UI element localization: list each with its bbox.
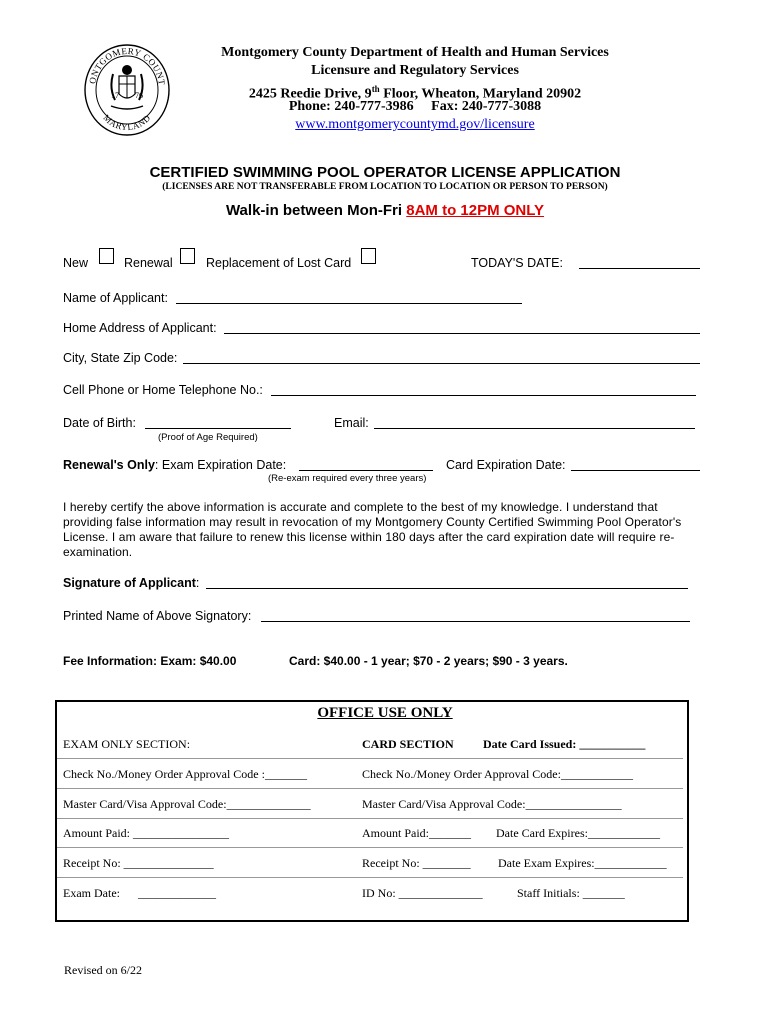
- agency-name: Montgomery County Department of Health and Human Services: [221, 45, 609, 60]
- home-address-label: Home Address of Applicant:: [63, 321, 217, 335]
- office-divider: [57, 758, 683, 759]
- office-divider: [57, 818, 683, 819]
- certification-text: I hereby certify the above information is accurate and complete to the best of my knowledge. I understand that providing false information may result in revocation of my Montgomery County Certified Swimming Pool Operator's License. I am aware that failure to renew this license within 180 days after the card expiration date will require re-examination.: [63, 500, 682, 559]
- form-subtitle: (LICENSES ARE NOT TRANSFERABLE FROM LOCATION TO LOCATION OR PERSON TO PERSON): [162, 182, 608, 192]
- walkin-hours: Walk-in between Mon-Fri 8AM to 12PM ONLY: [225, 202, 545, 219]
- agency-address: 2425 Reedie Drive, 9th Floor, Wheaton, Maryland 20902: [248, 84, 582, 102]
- exam-expiration-field[interactable]: [299, 459, 433, 471]
- printed-name-field[interactable]: [261, 610, 690, 622]
- renewal-label: Renewal: [124, 256, 173, 270]
- card-receipt-no-field[interactable]: Receipt No: ________: [362, 856, 471, 870]
- exam-visa-approval-field[interactable]: Master Card/Visa Approval Code:______________: [63, 797, 311, 811]
- card-amount-paid-field[interactable]: Amount Paid:_______: [362, 826, 472, 840]
- phone-field[interactable]: [271, 384, 696, 396]
- agency-phone-fax: Phone: 240-777-3986 Fax: 240-777-3088: [288, 99, 542, 114]
- form-title: CERTIFIED SWIMMING POOL OPERATOR LICENSE APPLICATION: [149, 164, 621, 181]
- office-divider: [57, 788, 683, 789]
- card-check-approval-field[interactable]: Check No./Money Order Approval Code:____________: [362, 767, 633, 781]
- fee-exam: Fee Information: Exam: $40.00: [63, 654, 237, 668]
- exam-date-field[interactable]: Exam Date: _____________: [63, 886, 216, 900]
- county-seal-logo: [83, 40, 171, 136]
- fee-card: Card: $40.00 - 1 year; $70 - 2 years; $90 - 3 years.: [289, 654, 568, 668]
- svg-text:MONTGOMERY COUNTY: [83, 40, 167, 86]
- website-link[interactable]: www.montgomerycountymd.gov/licensure: [295, 117, 535, 132]
- name-label: Name of Applicant:: [63, 291, 168, 305]
- card-expiration-label: Card Expiration Date:: [446, 458, 566, 472]
- signature-label: Signature of Applicant: [63, 576, 196, 590]
- todays-date-label: TODAY'S DATE:: [471, 256, 563, 270]
- email-label: Email:: [334, 416, 369, 430]
- seal-top-text: ONTGOMERY COUNT: [87, 45, 167, 87]
- name-field[interactable]: [176, 292, 522, 304]
- city-state-zip-label: City, State Zip Code:: [63, 351, 178, 365]
- todays-date-field[interactable]: [579, 257, 700, 269]
- seal-year-right: 76: [135, 91, 143, 100]
- exam-receipt-no-field[interactable]: Receipt No: _______________: [63, 856, 214, 870]
- office-divider: [57, 847, 683, 848]
- city-state-zip-field[interactable]: [183, 352, 700, 364]
- date-card-issued-row: [483, 737, 645, 752]
- revision-note: Revised on 6/22: [64, 963, 142, 977]
- replacement-label: Replacement of Lost Card: [206, 256, 352, 270]
- date-card-expires-field[interactable]: Date Card Expires:____________: [496, 826, 660, 840]
- division-name: Licensure and Regulatory Services: [311, 63, 519, 78]
- signature-field[interactable]: [206, 577, 688, 589]
- dob-field[interactable]: [145, 417, 291, 429]
- card-section-heading: CARD SECTION: [362, 737, 454, 751]
- home-address-field[interactable]: [224, 322, 700, 334]
- new-checkbox[interactable]: [99, 248, 114, 264]
- date-exam-expires-field[interactable]: Date Exam Expires:____________: [498, 856, 667, 870]
- office-use-title: OFFICE USE ONLY: [317, 705, 453, 721]
- seal-year-left: 17: [111, 91, 119, 100]
- date-card-issued-label: Date Card Issued:: [483, 737, 577, 751]
- renewal-checkbox[interactable]: [180, 248, 195, 264]
- dob-note: (Proof of Age Required): [158, 432, 258, 443]
- exam-expiration-label: : Exam Expiration Date:: [154, 458, 287, 472]
- dob-label: Date of Birth:: [63, 416, 136, 430]
- printed-name-label: Printed Name of Above Signatory:: [63, 609, 252, 623]
- exam-only-section-heading: EXAM ONLY SECTION:: [63, 737, 191, 751]
- seal-bottom-text: MARYLAND: [101, 112, 153, 133]
- svg-text:MARYLAND: [101, 113, 152, 133]
- exam-amount-paid-field[interactable]: Amount Paid: ________________: [63, 826, 230, 840]
- renewal-only-row: [63, 458, 286, 472]
- card-visa-approval-field[interactable]: Master Card/Visa Approval Code:________________: [362, 797, 622, 811]
- office-divider: [57, 877, 683, 878]
- signature-row: Signature of Applicant:: [63, 576, 200, 590]
- exam-check-approval-field[interactable]: Check No./Money Order Approval Code :_______: [63, 767, 307, 781]
- card-expiration-field[interactable]: [571, 459, 700, 471]
- email-field[interactable]: [374, 417, 695, 429]
- id-no-field[interactable]: ID No: ______________: [362, 886, 483, 900]
- replacement-checkbox[interactable]: [361, 248, 376, 264]
- phone-label: Cell Phone or Home Telephone No.:: [63, 383, 263, 397]
- staff-initials-field[interactable]: Staff Initials: _______: [517, 886, 625, 900]
- renewal-only-label: Renewal's Only: [63, 458, 155, 472]
- reexam-note: (Re-exam required every three years): [268, 473, 427, 484]
- date-card-issued-blank: ___________: [579, 737, 646, 751]
- new-label: New: [63, 256, 89, 270]
